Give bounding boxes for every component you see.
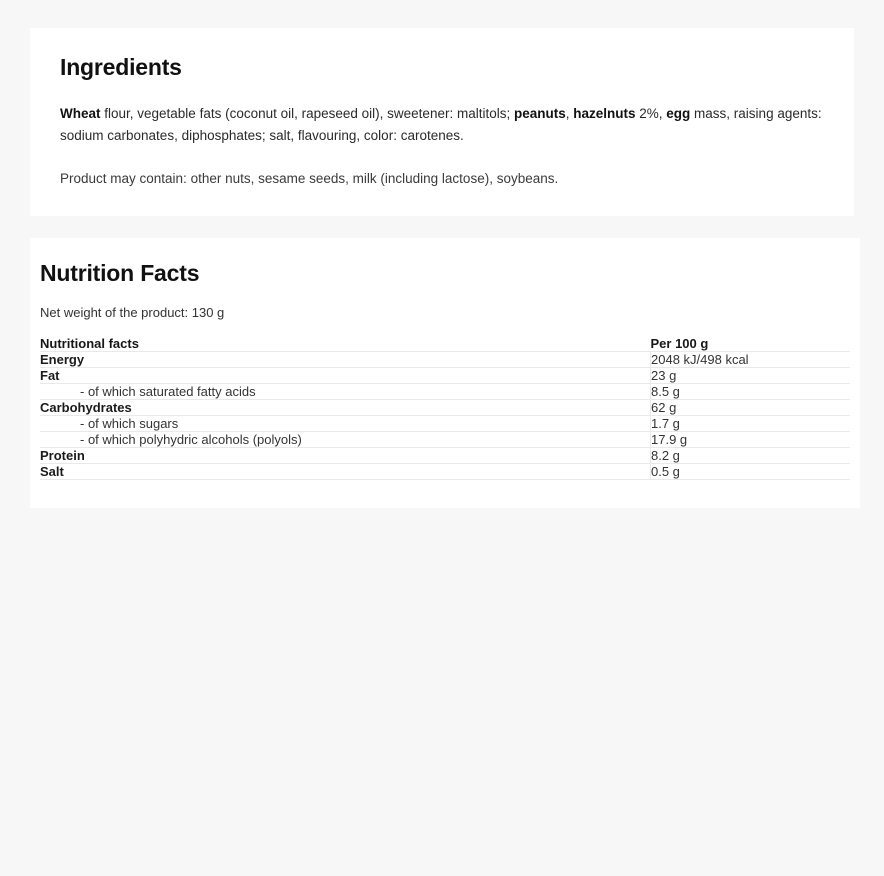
- nutrient-value: 17.9 g: [651, 431, 688, 447]
- table-row: [40, 463, 850, 479]
- ingredient-text-run: ,: [565, 106, 574, 121]
- allergen-highlight: hazelnuts: [573, 106, 636, 121]
- table-row: [40, 447, 850, 463]
- nutrient-label: Fat: [40, 367, 651, 383]
- table-row: [40, 399, 850, 415]
- ingredients-may-contain: Product may contain: other nuts, sesame seeds, milk (including lactose), soybeans.: [60, 171, 559, 187]
- allergen-highlight: peanuts: [513, 106, 566, 121]
- ingredients-text: [60, 103, 824, 146]
- ingredient-text-run: mass, raising agents: sodium carbonates, diphosphates; salt, flavouring, color: carotenes.: [60, 106, 822, 143]
- table-row: [40, 367, 850, 383]
- ingredient-text-run: flour, vegetable fats (coconut oil, rapeseed oil), sweetener: maltitols;: [100, 106, 514, 121]
- table-row: [40, 431, 850, 447]
- nutrient-value: 23 g: [651, 367, 677, 383]
- nutrient-value: 8.5 g: [651, 383, 680, 399]
- nutrition-table: [40, 336, 850, 480]
- column-header-label: Nutritional facts: [40, 335, 139, 351]
- nutrition-table-body: [40, 351, 850, 479]
- nutrient-value: 62 g: [651, 399, 677, 415]
- nutrient-label: - of which saturated fatty acids: [40, 383, 651, 399]
- nutrient-label: Carbohydrates: [40, 399, 651, 415]
- nutrient-label: - of which polyhydric alcohols (polyols): [40, 431, 651, 447]
- allergen-highlight: Wheat: [60, 106, 101, 121]
- product-info-page: [0, 28, 884, 876]
- nutrient-value: 8.2 g: [651, 447, 680, 463]
- table-header-row: [40, 336, 850, 352]
- net-weight-text: Net weight of the product: 130 g: [40, 304, 225, 320]
- nutrient-value: 0.5 g: [651, 463, 680, 479]
- nutrient-label: Energy: [40, 351, 651, 367]
- nutrient-label: Salt: [40, 463, 651, 479]
- column-header-value: Per 100 g: [650, 335, 709, 351]
- ingredients-title: Ingredients: [60, 54, 182, 80]
- nutrient-value: 1.7 g: [651, 415, 680, 431]
- table-row: [40, 351, 850, 367]
- ingredient-text-run: 2%,: [635, 106, 667, 121]
- allergen-highlight: egg: [666, 106, 691, 121]
- nutrition-table-head: [40, 336, 850, 352]
- nutrient-value: 2048 kJ/498 kcal: [651, 351, 749, 367]
- ingredients-card: [30, 28, 854, 216]
- nutrient-label: - of which sugars: [40, 415, 651, 431]
- table-row: [40, 415, 850, 431]
- nutrition-facts-title: Nutrition Facts: [40, 259, 200, 286]
- nutrient-label: Protein: [40, 447, 651, 463]
- nutrition-facts-card: [30, 238, 860, 508]
- table-row: [40, 383, 850, 399]
